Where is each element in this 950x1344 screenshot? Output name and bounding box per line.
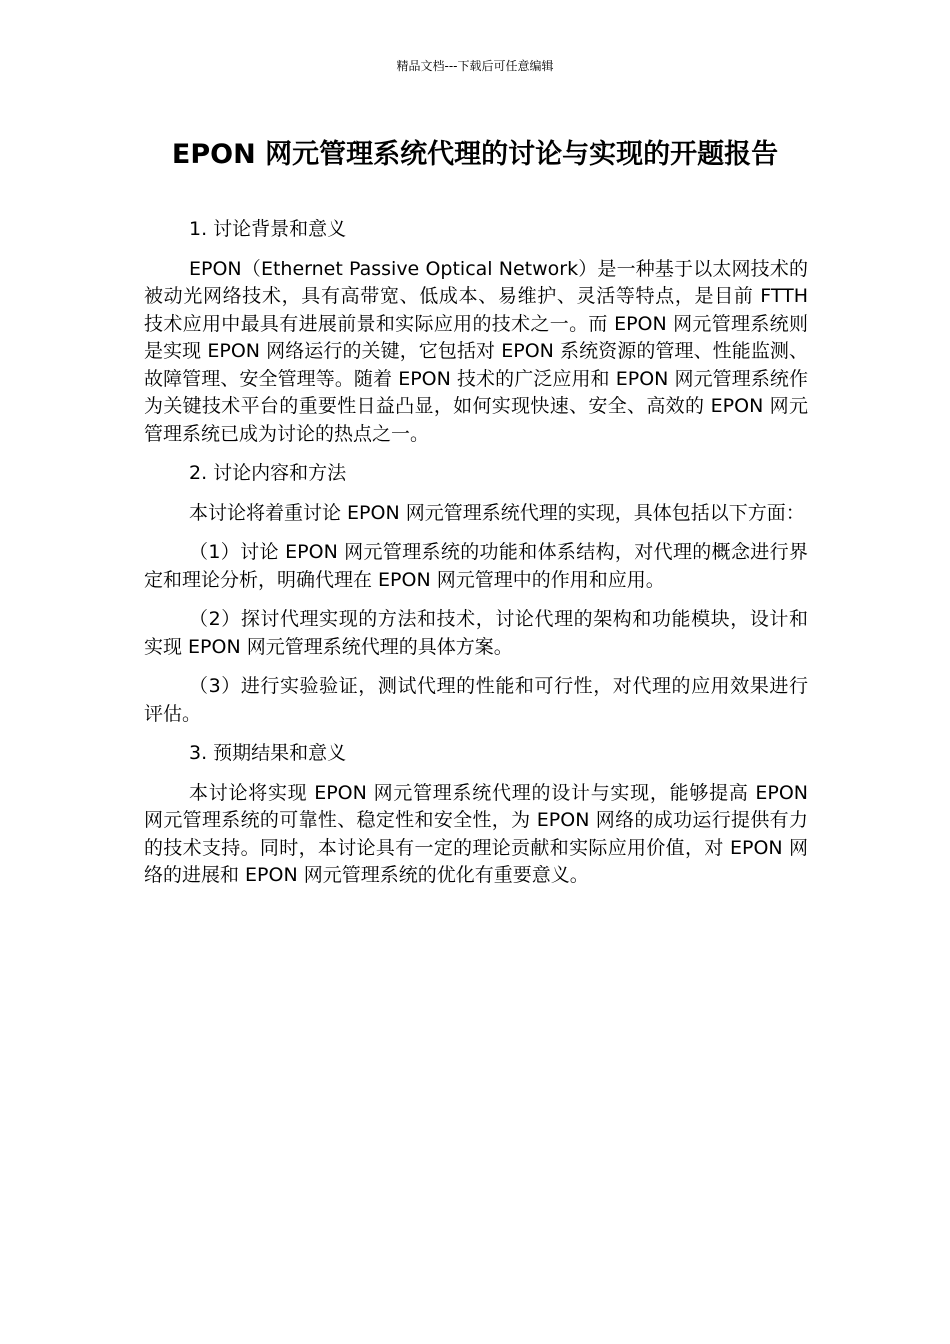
header-note: 精品文档---下载后可任意编辑 — [396, 59, 554, 73]
list-item-3: （3）进行实验验证，测试代理的性能和可行性，对代理的应用效果进行评估。 — [144, 675, 808, 725]
paragraph-background: EPON（Ethernet Passive Optical Network）是一种基于以太网技术的被动光网络技术，具有高带宽、低成本、易维护、灵活等特点，是目前 FTTH 技术应用中最具有进展前景和实际应用的技术之一。而 EPON 网元管理系统则是实现 EPON 网络运行的关键，它包括对 EPON 系统资源的管理、性能监测、故障管理、安全管理等。随着 EPON 技术的广泛应用和 EPON 网元管理系统作为关键技术平台的重要性日益凸显，如何实现快速、安全、高效的 EPON 网元管理系统已成为讨论的热点之一。 — [144, 257, 808, 445]
section-heading-content-methods: 2. 讨论内容和方法 — [189, 462, 347, 484]
list-item-2: （2）探讨代理实现的方法和技术，讨论代理的架构和功能模块，设计和实现 EPON 网元管理系统代理的具体方案。 — [144, 608, 808, 658]
paragraph-expected-results: 本讨论将实现 EPON 网元管理系统代理的设计与实现，能够提高 EPON 网元管理系统的可靠性、稳定性和安全性，为 EPON 网络的成功运行提供有力的技术支持。同时，本讨论具有一定的理论贡献和实际应用价值，对 EPON 网络的进展和 EPON 网元管理系统的优化有重要意义。 — [144, 781, 808, 886]
page-title: EPON 网元管理系统代理的讨论与实现的开题报告 — [171, 139, 779, 170]
section-heading-background: 1. 讨论背景和意义 — [189, 218, 347, 240]
paragraph-content-intro: 本讨论将着重讨论 EPON 网元管理系统代理的实现，具体包括以下方面： — [189, 501, 805, 524]
document-body — [144, 216, 808, 902]
list-item-1: （1）讨论 EPON 网元管理系统的功能和体系结构，对代理的概念进行界定和理论分析，明确代理在 EPON 网元管理中的作用和应用。 — [144, 541, 808, 591]
section-heading-expected-results: 3. 预期结果和意义 — [189, 742, 347, 764]
